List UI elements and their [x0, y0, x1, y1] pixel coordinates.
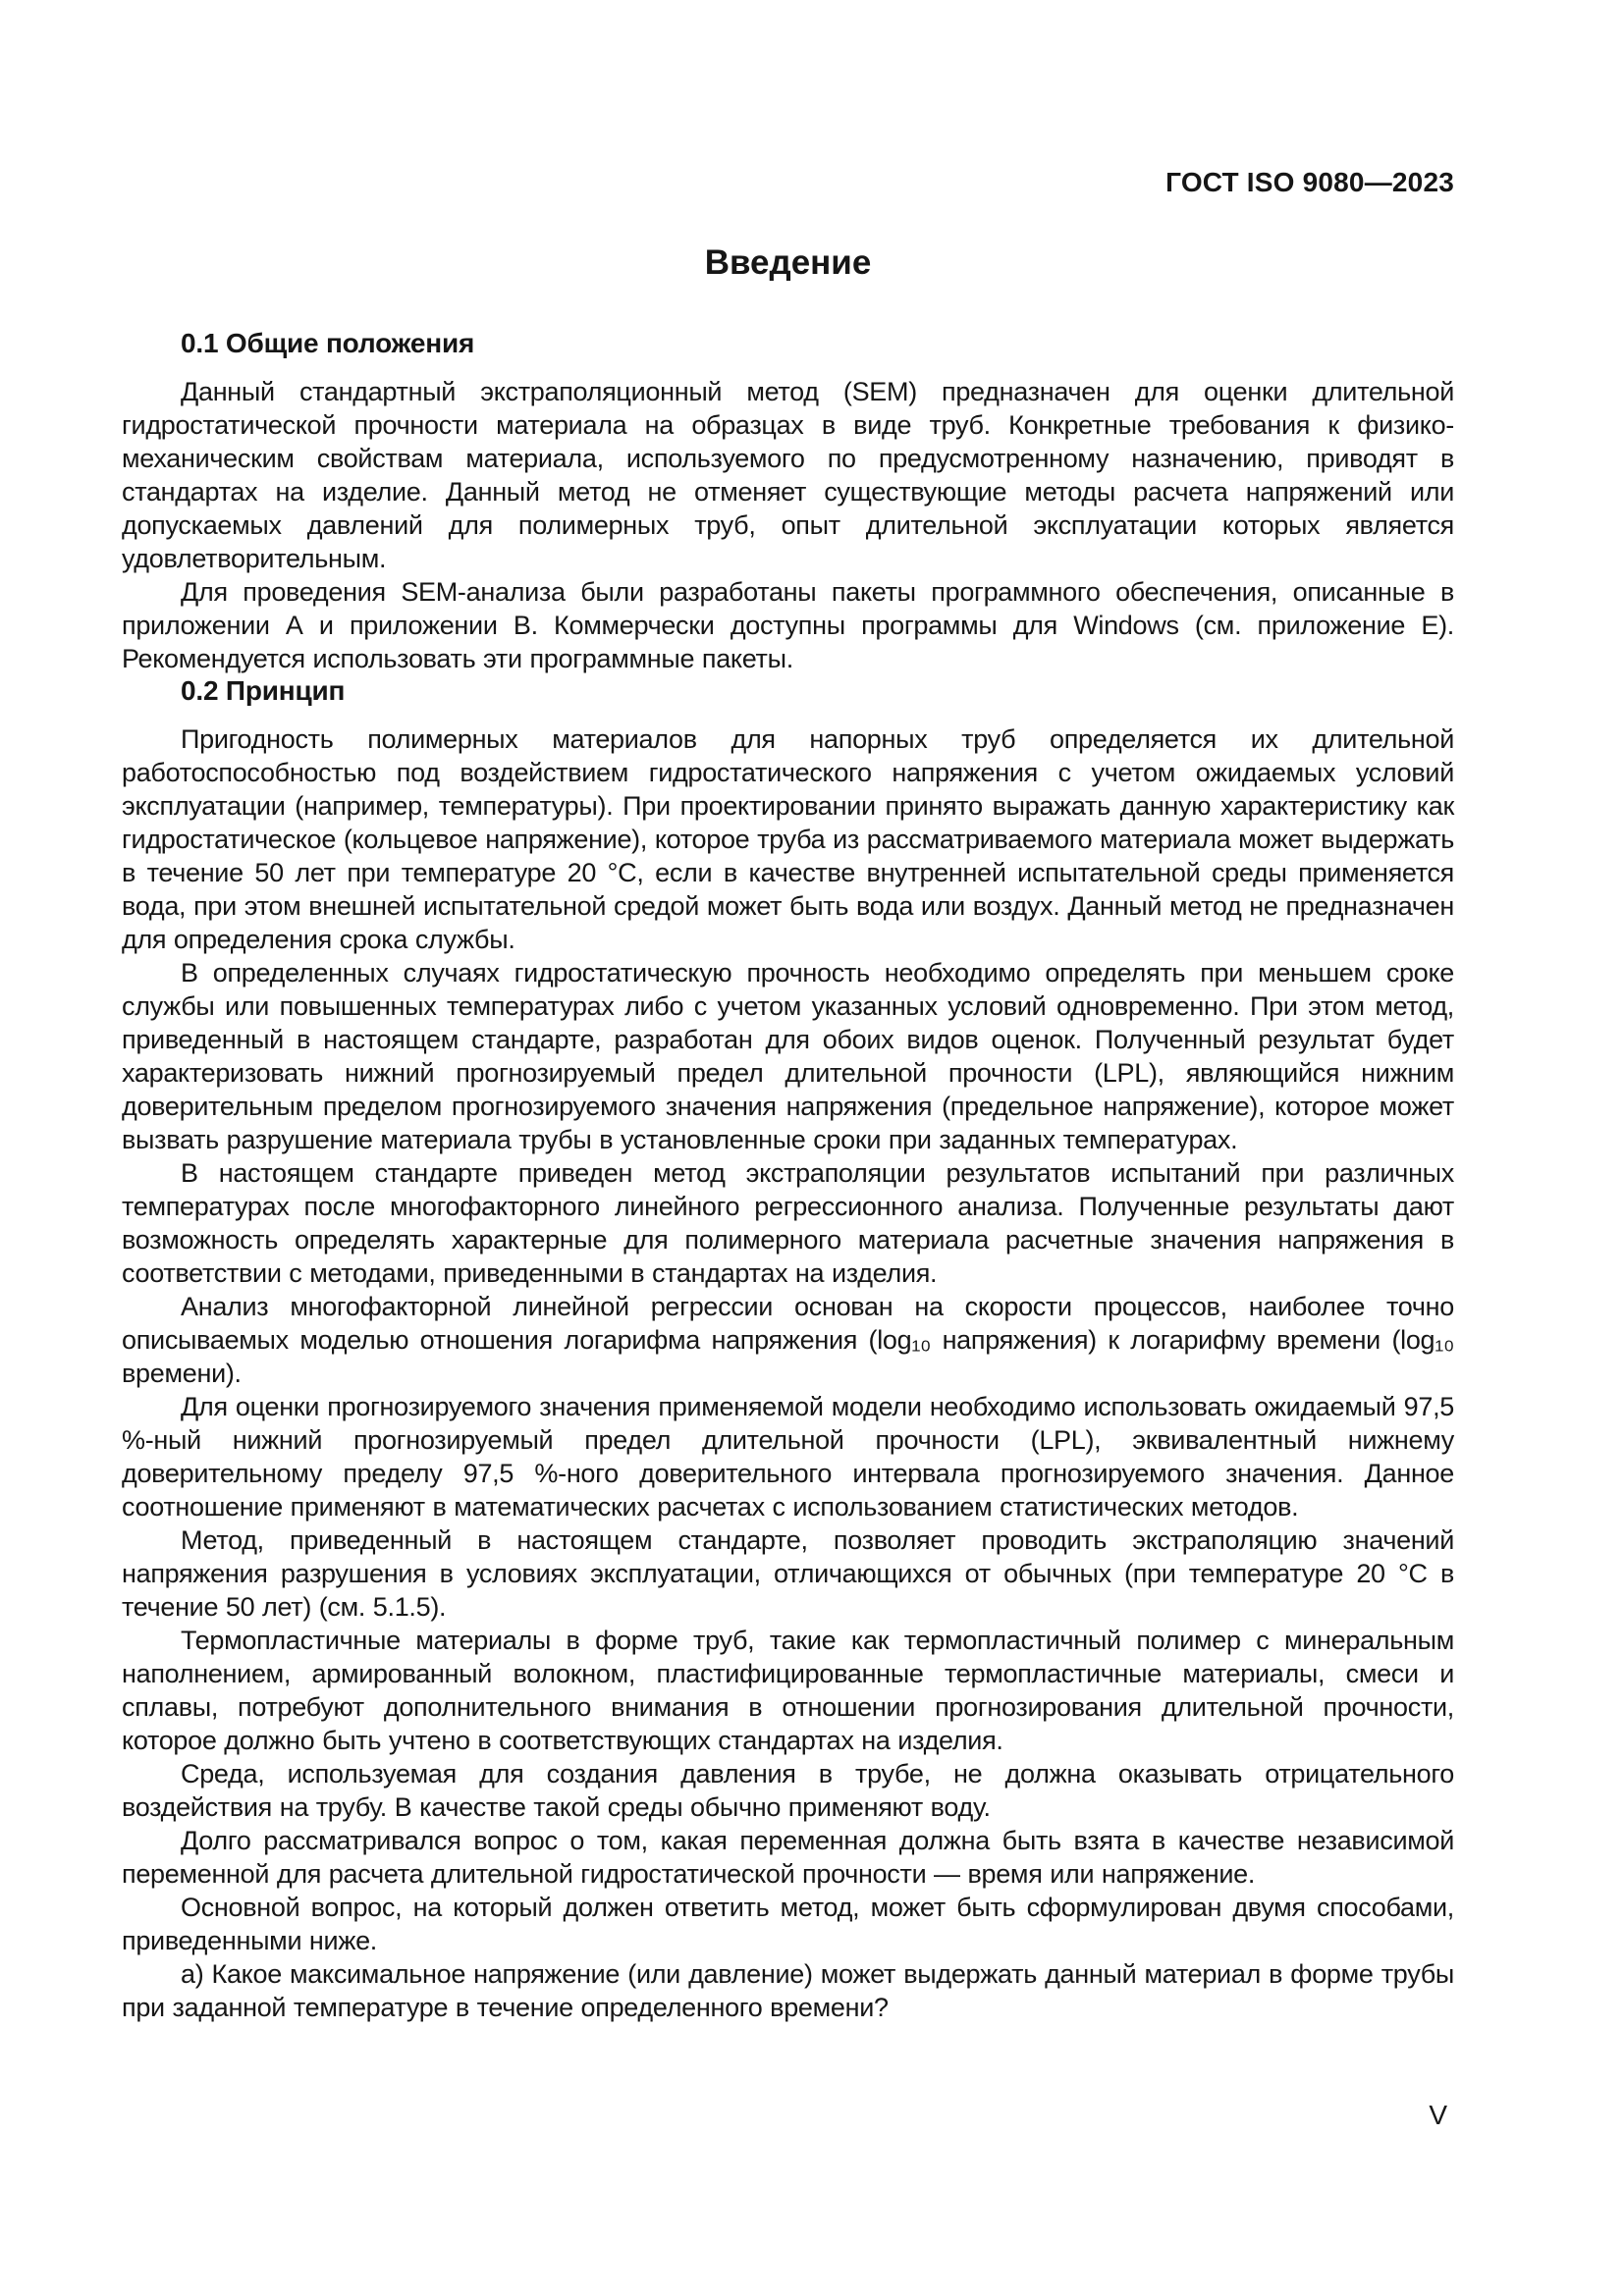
- running-header: ГОСТ ISO 9080—2023: [1165, 167, 1454, 197]
- paragraph: Основной вопрос, на который должен ответить метод, может быть сформулирован двумя способами, приведенными ниже.: [122, 1893, 1454, 1955]
- paragraph: Для оценки прогнозируемого значения применяемой модели необходимо использовать ожидаемый 97,5 %-ный нижний прогнозируемый предел длительной прочности (LPL), эквивалентный нижнему доверительному пределу 97,5 %-ного доверительного интервала прогнозируемого значения. Данное соотношение применяют в математических расчетах с использованием статистических методов.: [122, 1392, 1454, 1522]
- section-principle: [122, 675, 1454, 2024]
- paragraph: Пригодность полимерных материалов для напорных труб определяется их длительной работоспособностью под воздействием гидростатического напряжения с учетом ожидаемых условий эксплуатации (например, температуры). При проектировании принято выражать данную характеристику как гидростатическое (кольцевое напряжение), которое труба из рассматриваемого материала может выдержать в течение 50 лет при температуре 20 °С, если в качестве внутренней испытательной среды применяется вода, при этом внешней испытательной средой может быть вода или воздух. Данный метод не предназначен для определения срока службы.: [122, 724, 1454, 954]
- paragraph: Данный стандартный экстраполяционный метод (SEM) предназначен для оценки длительной гидростатической прочности материала на образцах в виде труб. Конкретные требования к физико-механическим свойствам материала, используемого по предусмотренному назначению, приводят в стандартах на изделие. Данный метод не отменяет существующие методы расчета напряжений или допускаемых давлений для полимерных труб, опыт длительной эксплуатации которых является удовлетворительным.: [122, 377, 1454, 573]
- page-number: V: [1429, 2100, 1447, 2130]
- paragraph: Для проведения SEM-анализа были разработаны пакеты программного обеспечения, описанные в приложении А и приложении В. Коммерчески доступны программы для Windows (см. приложение Е). Рекомендуется использовать эти программные пакеты.: [122, 577, 1454, 673]
- page-title: Введение: [704, 243, 872, 282]
- section-general-provisions: [122, 328, 1454, 675]
- paragraph: Термопластичные материалы в форме труб, такие как термопластичный полимер с минеральным наполнением, армированный волокном, пластифицированные термопластичные материалы, смеси и сплавы, потребуют дополнительного внимания в отношении прогнозирования длительной прочности, которое должно быть учтено в соответствующих стандартах на изделия.: [122, 1626, 1454, 1755]
- section-heading-0-2: 0.2 Принцип: [181, 675, 346, 706]
- paragraph: Среда, используемая для создания давления в трубе, не должна оказывать отрицательного воздействия на трубу. В качестве такой среды обычно применяют воду.: [122, 1759, 1454, 1822]
- paragraph: Метод, приведенный в настоящем стандарте, позволяет проводить экстраполяцию значений напряжения разрушения в условиях эксплуатации, отличающихся от обычных (при температуре 20 °С в течение 50 лет) (см. 5.1.5).: [122, 1525, 1454, 1622]
- paragraph: В настоящем стандарте приведен метод экстраполяции результатов испытаний при различных температурах после многофакторного линейного регрессионного анализа. Полученные результаты дают возможность определять характерные для полимерного материала расчетные значения напряжения в соответствии с методами, приведенными в стандартах на изделия.: [122, 1158, 1454, 1288]
- paragraph: Анализ многофакторной линейной регрессии основан на скорости процессов, наиболее точно описываемых моделью отношения логарифма напряжения (log₁₀ напряжения) к логарифму времени (log₁₀ времени).: [122, 1292, 1454, 1388]
- paragraph: а) Какое максимальное напряжение (или давление) может выдержать данный материал в форме трубы при заданной температуре в течение определенного времени?: [122, 1959, 1454, 2022]
- paragraph: В определенных случаях гидростатическую прочность необходимо определять при меньшем сроке службы или повышенных температурах либо с учетом указанных условий одновременно. При этом метод, приведенный в настоящем стандарте, разработан для обоих видов оценок. Полученный результат будет характеризовать нижний прогнозируемый предел длительной прочности (LPL), являющийся нижним доверительным пределом прогнозируемого значения напряжения (предельное напряжение), которое может вызвать разрушение материала трубы в установленные сроки при заданных температурах.: [122, 958, 1454, 1154]
- section-heading-0-1: 0.1 Общие положения: [181, 328, 475, 358]
- paragraph: Долго рассматривался вопрос о том, какая переменная должна быть взята в качестве независимой переменной для расчета длительной гидростатической прочности — время или напряжение.: [122, 1826, 1454, 1889]
